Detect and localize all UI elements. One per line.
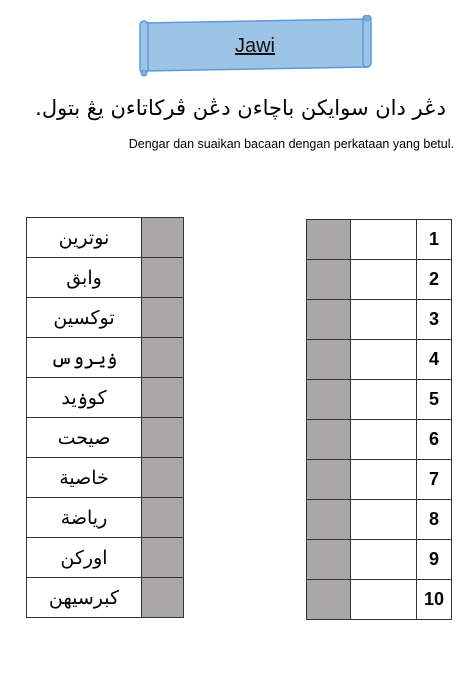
number-cell: 9 <box>417 540 452 580</box>
word-row <box>27 458 184 498</box>
number-cell: 10 <box>417 580 452 620</box>
number-row <box>307 420 452 460</box>
number-row <box>307 580 452 620</box>
match-box[interactable] <box>142 578 184 618</box>
number-cell: 4 <box>417 340 452 380</box>
answer-cell[interactable] <box>351 540 417 580</box>
word-row <box>27 538 184 578</box>
match-box[interactable] <box>142 338 184 378</box>
match-box[interactable] <box>142 298 184 338</box>
word-row <box>27 498 184 538</box>
word-row <box>27 378 184 418</box>
page-title: Jawi <box>234 35 275 57</box>
number-cell: 7 <box>417 460 452 500</box>
word-cell: توکسين <box>27 298 142 338</box>
match-box[interactable] <box>142 218 184 258</box>
number-row <box>307 460 452 500</box>
match-box[interactable] <box>307 220 351 260</box>
word-row <box>27 418 184 458</box>
number-row <box>307 540 452 580</box>
answer-cell[interactable] <box>351 460 417 500</box>
match-box[interactable] <box>307 260 351 300</box>
number-row <box>307 500 452 540</box>
number-table <box>306 219 452 620</box>
match-box[interactable] <box>307 300 351 340</box>
match-box[interactable] <box>307 380 351 420</box>
match-box[interactable] <box>142 418 184 458</box>
answer-cell[interactable] <box>351 580 417 620</box>
word-cell: کوۏيد <box>27 378 142 418</box>
word-row <box>27 298 184 338</box>
match-box[interactable] <box>307 500 351 540</box>
match-box[interactable] <box>142 378 184 418</box>
word-cell: اورکن <box>27 538 142 578</box>
number-row <box>307 260 452 300</box>
number-row <box>307 300 452 340</box>
instruction-jawi: دڠر دان سوايکن باچاءن دڠن ڤرکاتاءن يڠ بتول. <box>35 96 446 120</box>
number-cell: 3 <box>417 300 452 340</box>
answer-cell[interactable] <box>351 420 417 460</box>
number-cell: 6 <box>417 420 452 460</box>
number-cell: 2 <box>417 260 452 300</box>
number-cell: 8 <box>417 500 452 540</box>
number-cell: 5 <box>417 380 452 420</box>
word-cell: وابق <box>27 258 142 298</box>
number-row <box>307 220 452 260</box>
number-row <box>307 380 452 420</box>
number-cell: 1 <box>417 220 452 260</box>
match-box[interactable] <box>307 340 351 380</box>
answer-cell[interactable] <box>351 500 417 540</box>
answer-cell[interactable] <box>351 260 417 300</box>
word-cell: ۏيروس <box>27 338 142 378</box>
match-box[interactable] <box>307 420 351 460</box>
instruction-rumi: Dengar dan suaikan bacaan dengan perkataan yang betul. <box>128 137 454 151</box>
match-box[interactable] <box>142 498 184 538</box>
word-cell: صيحت <box>27 418 142 458</box>
match-box[interactable] <box>307 540 351 580</box>
word-row <box>27 338 184 378</box>
word-cell: رياضة <box>27 498 142 538</box>
word-row <box>27 258 184 298</box>
match-box[interactable] <box>307 580 351 620</box>
word-cell: کبرسيهن <box>27 578 142 618</box>
answer-cell[interactable] <box>351 300 417 340</box>
match-box[interactable] <box>142 258 184 298</box>
word-cell: خاصية <box>27 458 142 498</box>
match-box[interactable] <box>142 538 184 578</box>
answer-cell[interactable] <box>351 340 417 380</box>
answer-cell[interactable] <box>351 380 417 420</box>
answer-cell[interactable] <box>351 220 417 260</box>
word-table <box>26 217 184 618</box>
number-row <box>307 340 452 380</box>
word-row <box>27 578 184 618</box>
match-box[interactable] <box>142 458 184 498</box>
title-banner <box>136 15 374 78</box>
word-row <box>27 218 184 258</box>
word-cell: نوترين <box>27 218 142 258</box>
match-box[interactable] <box>307 460 351 500</box>
